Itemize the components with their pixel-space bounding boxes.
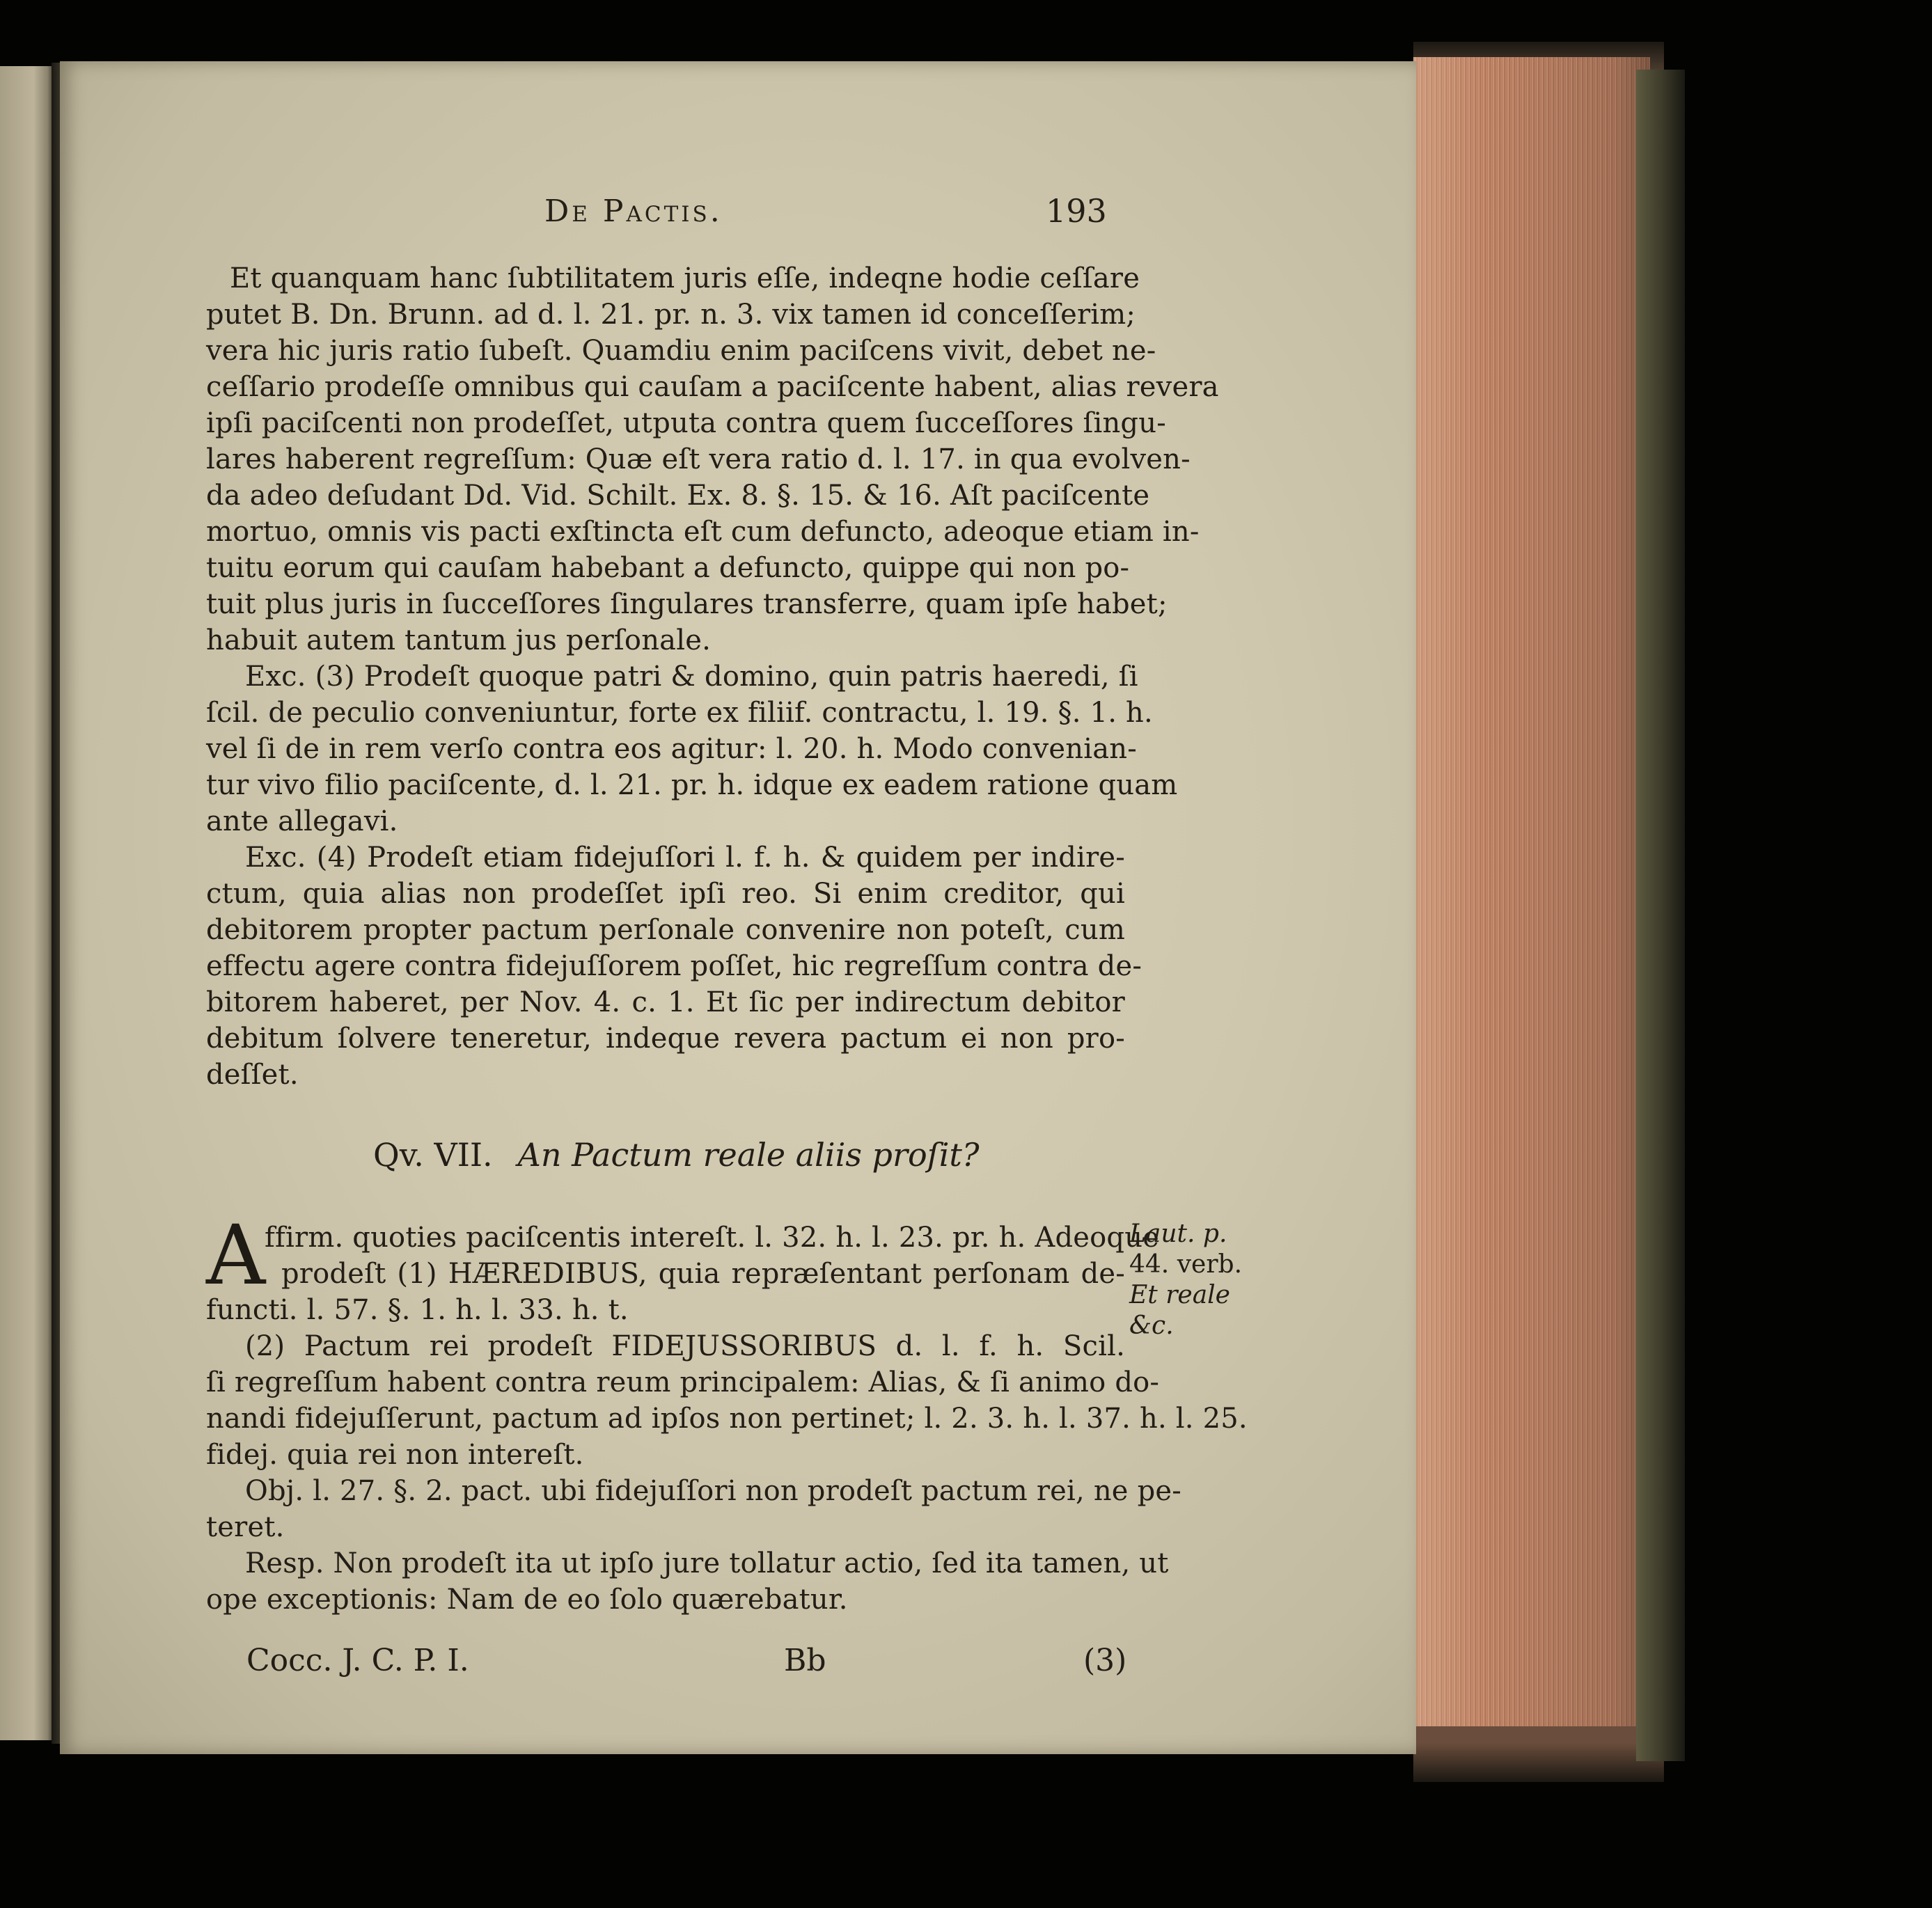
text-line: da adeo deſudant Dd. Vid. Schilt. Ex. 8. §. 15. & 16. Aſt paciſcente xyxy=(206,480,1150,512)
text-line: mortuo, omnis vis pacti exſtincta eſt cum defuncto, adeoque etiam in- xyxy=(206,516,1200,548)
text-line: ante allegavi. xyxy=(206,805,398,837)
gathering-mark: Bb xyxy=(784,1643,826,1678)
margin-note-line: Laut. p. xyxy=(1129,1220,1227,1248)
drop-cap: A xyxy=(206,1207,266,1303)
text-line: deſſet. xyxy=(206,1059,299,1091)
text-line: ceſſario prodeſſe omnibus qui cauſam a paciſcente habent, alias revera xyxy=(206,371,1219,403)
text-line: Exc. (4) Prodeſt etiam fidejuſſori l. f. h. & quidem per indire- xyxy=(245,842,1125,874)
text-line: ſcil. de peculio conveniuntur, forte ex filiif. contractu, l. 19. §. 1. h. xyxy=(206,697,1153,729)
text-line: functi. l. 57. §. 1. h. l. 33. h. t. xyxy=(206,1294,629,1326)
page-number: 193 xyxy=(1046,192,1107,230)
text-line: (2) Pactum rei prodeſt FIDEJUSSORIBUS d. l. f. h. Scil. xyxy=(245,1330,1125,1362)
text-line: vel ſi de in rem verſo contra eos agitur: l. 20. h. Modo convenian- xyxy=(206,733,1137,765)
running-head-title: De Pactis. xyxy=(544,194,723,229)
text-line: debitorem propter pactum perſonale convenire non poteſt, cum xyxy=(206,914,1125,946)
text-line: debitum ſolvere teneretur, indeque revera pactum ei non pro- xyxy=(206,1023,1125,1055)
fore-edge-bottom-shadow xyxy=(1413,1726,1664,1782)
text-line: nandi fidejuſſerunt, pactum ad ipſos non pertinet; l. 2. 3. h. l. 37. h. l. 25. xyxy=(206,1403,1248,1435)
text-line: tuitu eorum qui cauſam habebant a defuncto, quippe qui non po- xyxy=(206,552,1130,584)
question-heading xyxy=(373,1136,980,1174)
text-line: putet B. Dn. Brunn. ad d. l. 21. pr. n. 3. vix tamen id conceſſerim; xyxy=(206,299,1136,331)
text-line: ſi regreſſum habent contra reum principalem: Alias, & ſi animo do- xyxy=(206,1366,1160,1398)
margin-note-line: Et reale xyxy=(1129,1281,1230,1309)
text-line: Et quanquam hanc ſubtilitatem juris eſſe, indeqne hodie ceſſare xyxy=(230,262,1140,294)
text-line: prodeſt (1) HÆREDIBUS, quia repræſentant perſonam de- xyxy=(281,1258,1125,1290)
signature-mark: Cocc. J. C. P. I. xyxy=(246,1643,469,1678)
text-line: tuit plus juris in ſucceſſores ſingulares transferre, quam ipſe habet; xyxy=(206,588,1168,620)
book-cover-board xyxy=(1636,70,1685,1761)
text-line: ope exceptionis: Nam de eo ſolo quærebatur. xyxy=(206,1584,848,1616)
text-line: Exc. (3) Prodeſt quoque patri & domino, quin patris haeredi, ſi xyxy=(245,661,1138,693)
question-number: Qv. VII. xyxy=(373,1136,493,1174)
book-fore-edge xyxy=(1413,57,1650,1763)
text-line: bitorem haberet, per Nov. 4. c. 1. Et ſic per indirectum debitor xyxy=(206,986,1125,1018)
question-title: An Pactum reale aliis proſit? xyxy=(517,1136,980,1174)
sheet-number: (3) xyxy=(1083,1643,1127,1678)
text-line: ctum, quia alias non prodeſſet ipſi reo. Si enim creditor, qui xyxy=(206,878,1125,910)
text-line: habuit autem tantum jus perſonale. xyxy=(206,624,712,656)
text-line: ffirm. quoties paciſcentis intereſt. l. 32. h. l. 23. pr. h. Adeoque xyxy=(265,1222,1160,1254)
text-line: teret. xyxy=(206,1511,285,1543)
text-line: fidej. quia rei non intereſt. xyxy=(206,1439,584,1471)
text-line: lares haberent regreſſum: Quæ eſt vera ratio d. l. 17. in qua evolven- xyxy=(206,443,1191,475)
facing-page-edge xyxy=(0,66,56,1740)
margin-note-line: &c. xyxy=(1129,1311,1174,1340)
text-line: Resp. Non prodeſt ita ut ipſo jure tollatur actio, ſed ita tamen, ut xyxy=(245,1547,1169,1579)
text-line: effectu agere contra fidejuſſorem poſſet, hic regreſſum contra de- xyxy=(206,950,1142,982)
margin-note-line: 44. verb. xyxy=(1129,1250,1243,1279)
text-line: tur vivo filio paciſcente, d. l. 21. pr. h. idque ex eadem ratione quam xyxy=(206,769,1178,801)
text-line: vera hic juris ratio ſubeſt. Quamdiu enim paciſcens vivit, debet ne- xyxy=(206,335,1156,367)
text-line: ipſi paciſcenti non prodeſſet, utputa contra quem ſucceſſores ſingu- xyxy=(206,407,1166,439)
text-line: Obj. l. 27. §. 2. pact. ubi fidejuſſori non prodeſt pactum rei, ne pe- xyxy=(245,1475,1181,1507)
